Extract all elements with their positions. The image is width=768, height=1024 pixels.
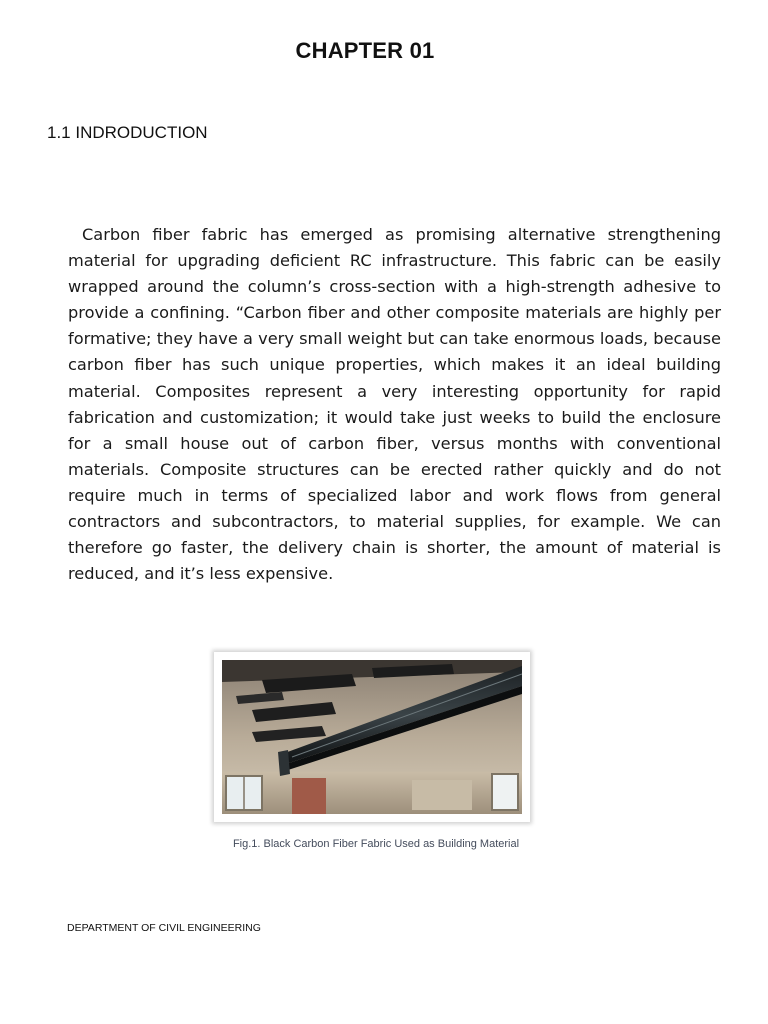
figure-caption: Fig.1. Black Carbon Fiber Fabric Used as Building Material <box>232 838 520 850</box>
body-paragraph: Carbon fiber fabric has emerged as promising alternative strengthening material for upgrading deficient RC infrastructure. This fabric can be easily wrapped around the column’s cross-section with a high-strength adhesive to provide a confining. “Carbon fiber and other composite materials are highly per formative; they have a very small weight but can take enormous loads, because carbon fiber has such unique properties, which makes it an ideal building material. Composites represent a very interesting opportunity for rapid fabrication and customization; it would take just weeks to build the enclosure for a small house out of carbon fiber, versus months with conventional materials. Composite structures can be erected rather quickly and do not require much in terms of specialized labor and work flows from general contractors and subcontractors, to material supplies, for example. We can therefore go faster, the delivery chain is shorter, the amount of material is reduced, and it’s less expensive. <box>68 225 721 584</box>
figure-photo <box>214 652 530 822</box>
carbon-fiber-ceiling-photo <box>222 660 522 814</box>
chapter-title: CHAPTER 01 <box>295 38 435 63</box>
section-heading: 1.1 INDRODUCTION <box>47 123 208 142</box>
footer-department: DEPARTMENT OF CIVIL ENGINEERING <box>67 922 261 934</box>
